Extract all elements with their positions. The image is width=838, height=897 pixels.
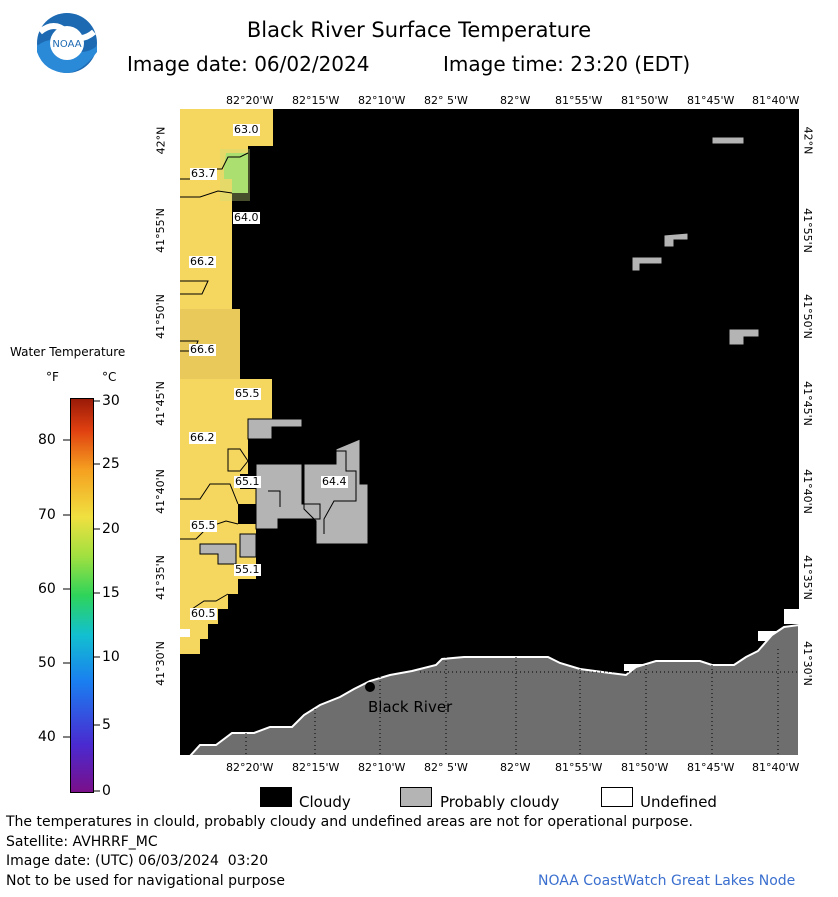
legend-swatch-undefined <box>601 787 633 807</box>
colorbar-c-tick: 25 <box>102 456 120 472</box>
undefined-patch <box>180 629 190 637</box>
bottom-lon-label: 81°50'W <box>621 761 669 774</box>
left-lat-label: 41°50'N <box>153 294 167 339</box>
left-lat-label: 41°55'N <box>153 208 167 253</box>
colorbar-ticks <box>60 395 104 795</box>
footer-satellite: Satellite: AVHRRF_MC <box>6 834 158 850</box>
colorbar-f-tick: 50 <box>38 655 56 671</box>
black-river-marker <box>365 682 375 692</box>
small-cloud <box>712 137 744 144</box>
right-lat-label: 41°35'N <box>800 555 814 600</box>
contour-label: 66.2 <box>190 431 215 444</box>
map-svg <box>180 109 799 756</box>
right-lat-label: 41°45'N <box>800 381 814 426</box>
map-panel <box>180 109 799 756</box>
footer-disclaimer: The temperatures in clould, probably cloudy and undefined areas are not for operational purpose. <box>6 814 693 830</box>
contour-label: 66.6 <box>190 343 215 356</box>
footer-credit: NOAA CoastWatch Great Lakes Node <box>538 873 796 889</box>
bottom-lon-label: 82°20'W <box>226 761 274 774</box>
page-title: Black River Surface Temperature <box>246 18 592 42</box>
left-lat-label: 41°45'N <box>153 381 167 426</box>
contour-label: 65.1 <box>235 475 260 488</box>
place-label-black-river: Black River <box>368 698 453 716</box>
colorbar-c-tick: 5 <box>102 717 111 733</box>
bottom-lon-label: 81°40'W <box>752 761 800 774</box>
contour-label: 60.5 <box>191 607 216 620</box>
colorbar-c-tick: 30 <box>102 393 120 409</box>
contour-label: 65.5 <box>191 519 216 532</box>
legend-label-undefined: Undefined <box>640 793 717 811</box>
contour-label: 63.0 <box>234 123 259 136</box>
svg-text:NOAA: NOAA <box>52 39 82 50</box>
contour-label: 66.2 <box>190 255 215 268</box>
colorbar-f-tick: 80 <box>38 432 56 448</box>
top-lon-label: 81°50'W <box>621 94 669 107</box>
top-lon-label: 81°55'W <box>555 94 603 107</box>
right-lat-label: 41°55'N <box>800 208 814 253</box>
contour-label: 63.7 <box>191 167 216 180</box>
footer-utc-date: Image date: (UTC) 06/03/2024 03:20 <box>6 853 269 869</box>
bottom-lon-label: 81°45'W <box>687 761 735 774</box>
top-lon-label: 81°45'W <box>687 94 735 107</box>
colorbar-f-tick: 70 <box>38 507 56 523</box>
top-lon-label: 82° 5'W <box>424 94 468 107</box>
right-lat-label: 41°30'N <box>800 641 814 686</box>
bottom-lon-label: 81°55'W <box>555 761 603 774</box>
legend-swatch-probably-cloudy <box>400 787 432 807</box>
colorbar-c-tick: 20 <box>102 521 120 537</box>
footer-navigation-warning: Not to be used for navigational purpose <box>6 873 285 889</box>
right-lat-label: 42°N <box>801 126 815 155</box>
top-lon-label: 82°20'W <box>226 94 274 107</box>
right-lat-label: 41°40'N <box>800 469 814 514</box>
bottom-lon-label: 82°W <box>500 761 531 774</box>
right-lat-label: 41°50'N <box>800 294 814 339</box>
contour-label: 55.1 <box>235 563 260 576</box>
contour-label: 65.5 <box>235 387 260 400</box>
colorbar-f-tick: 40 <box>38 729 56 745</box>
colorbar-c-tick: 10 <box>102 649 120 665</box>
image-date: Image date: 06/02/2024 <box>127 52 370 76</box>
legend-label-cloudy: Cloudy <box>299 793 351 811</box>
left-lat-label: 42°N <box>154 126 168 155</box>
colorbar-c-tick: 0 <box>102 783 111 799</box>
left-lat-label: 41°35'N <box>153 555 167 600</box>
colorbar-f-tick: 60 <box>38 581 56 597</box>
bottom-lon-label: 82°15'W <box>292 761 340 774</box>
top-lon-label: 82°15'W <box>292 94 340 107</box>
colorbar-unit-f: °F <box>46 370 59 384</box>
top-lon-label: 81°40'W <box>752 94 800 107</box>
colorbar-title: Water Temperature <box>10 345 126 359</box>
legend-swatch-cloudy <box>260 787 292 807</box>
colorbar-unit-c: °C <box>102 370 117 384</box>
bottom-lon-label: 82°10'W <box>358 761 406 774</box>
top-lon-label: 82°10'W <box>358 94 406 107</box>
legend-label-probably-cloudy: Probably cloudy <box>440 793 560 811</box>
left-lat-label: 41°30'N <box>153 641 167 686</box>
image-time: Image time: 23:20 (EDT) <box>443 52 691 76</box>
undefined-patch <box>784 609 799 624</box>
left-lat-label: 41°40'N <box>153 469 167 514</box>
contour-label: 64.4 <box>322 475 347 488</box>
top-lon-label: 82°W <box>500 94 531 107</box>
colorbar-c-tick: 15 <box>102 585 120 601</box>
contour-label: 64.0 <box>234 211 259 224</box>
bottom-lon-label: 82° 5'W <box>424 761 468 774</box>
